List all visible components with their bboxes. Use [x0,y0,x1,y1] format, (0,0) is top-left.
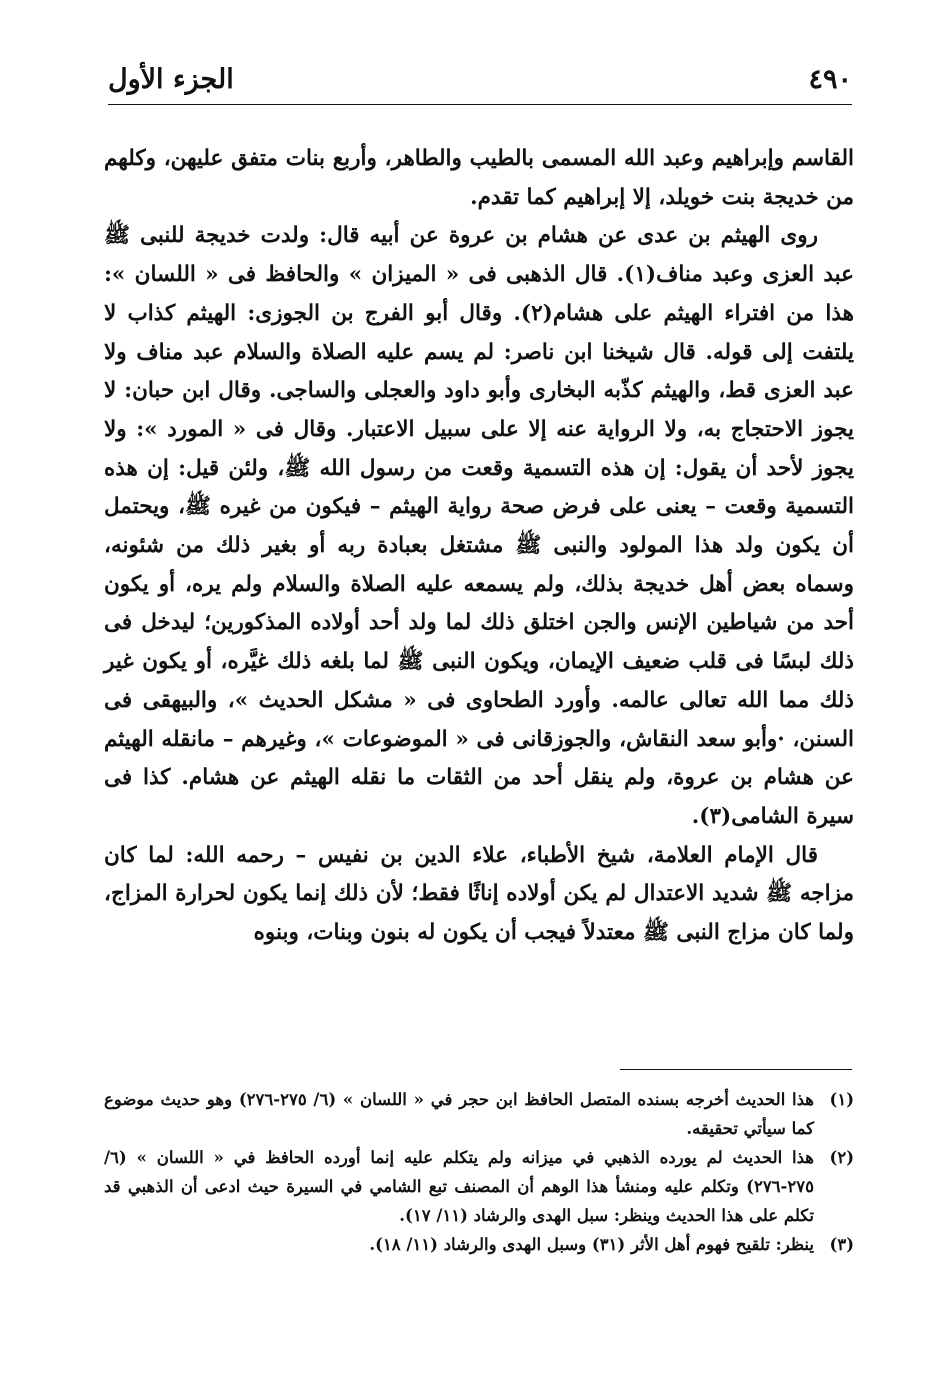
footnote-number: (١) [829,1090,854,1109]
header-divider [108,104,852,105]
paragraph: القاسم وإبراهيم وعبد الله المسمى بالطيب والطاهر، وأربع بنات متفق عليهن، وكلهم من خديجة بنت خويلد، إلا إبراهيم كما تقدم. [104,146,854,210]
main-text [104,140,854,953]
paragraph: روى الهيثم بن عدى عن هشام بن عروة عن أبيه قال: ولدت خديجة للنبى ﷺ عبد العزى وعبد مناف(١). قال الذهبى فى « الميزان » والحافظ فى « اللسان »: هذا من افتراء الهيثم على هشام(٢). وقال أبو الفرج بن الجوزى: الهيثم كذاب لا يلتفت إلى قوله. قال شيخنا ابن ناصر: لم يسم عليه الصلاة والسلام عبد مناف ولا عبد العزى قط، والهيثم كذّبه البخارى وأبو داود والعجلى والساجى. وقال ابن حبان: لا يجوز الاحتجاج به، ولا الرواية عنه إلا على سبيل الاعتبار. وقال فى « المورد »: ولا يجوز لأحد أن يقول: إن هذه التسمية وقعت من رسول الله ﷺ، ولئن قيل: إن هذه التسمية وقعت – يعنى على فرض صحة رواية الهيثم – فيكون من غيره ﷺ، ويحتمل أن يكون ولد هذا المولود والنبى ﷺ مشتغل بعبادة ربه أو بغير ذلك من شئونه، وسماه بعض أهل خديجة بذلك، ولم يسمعه عليه الصلاة والسلام ولم يره، أو يكون أحد من شياطين الإنس والجن اختلق ذلك لما ولد أحد أولاده المذكورين؛ ليدخل فى ذلك لبسًا فى قلب ضعيف الإيمان، ويكون النبى ﷺ لما بلغه ذلك غيَّره، أو يكون غير ذلك مما الله تعالى عالمه. وأورد الطحاوى فى « مشكل الحديث »، والبيهقى فى السنن، ·وأبو سعد النقاش، والجوزقانى فى « الموضوعات »، وغيرهم – مانقله الهيثم عن هشام بن عروة، ولم ينقل أحد من الثقات ما نقله الهيثم عن هشام. كذا فى سيرة الشامى(٣). [104,223,854,829]
footnote-text: هذا الحديث لم يورده الذهبي في ميزانه ولم يتكلم عليه إنما أورده الحافظ في « اللسان » (٦/ ٢٧٥-٢٧٦) وتكلم عليه ومنشأ هذا الوهم أن المصنف تبع الشامي في السيرة حيث ادعى أن الذهبي قد تكلم على هذا الحديث وينظر: سبل الهدى والرشاد (١١/ ١٧). [104,1148,814,1225]
footnote-number: (٢) [829,1148,854,1167]
footnote-text: ينظر: تلقيح فهوم أهل الأثر (٣١) وسبل الهدى والرشاد (١١/ ١٨). [369,1235,814,1254]
running-title: الجزء الأول [108,64,234,95]
paragraph: قال الإمام العلامة، شيخ الأطباء، علاء الدين بن نفيس – رحمه الله: لما كان مزاجه ﷺ شديد الاعتدال لم يكن أولاده إناثًا فقط؛ لأن ذلك إنما يكون لحرارة المزاج، ولما كان مزاج النبى ﷺ معتدلاً فيجب أن يكون له بنون وبنات، وبنوه [104,842,854,946]
footnotes [104,1085,854,1259]
footnote-divider [620,1069,852,1070]
page-header [108,60,852,104]
footnote [104,1230,854,1259]
footnote-text: هذا الحديث أخرجه بسنده المتصل الحافظ ابن حجر في « اللسان » (٦/ ٢٧٥-٢٧٦) وهو حديث موضوع كما سيأتي تحقيقه. [104,1090,814,1138]
footnote [104,1143,854,1230]
footnote [104,1085,854,1143]
page-number: ٤٩٠ [808,64,852,95]
footnote-number: (٣) [829,1235,854,1254]
